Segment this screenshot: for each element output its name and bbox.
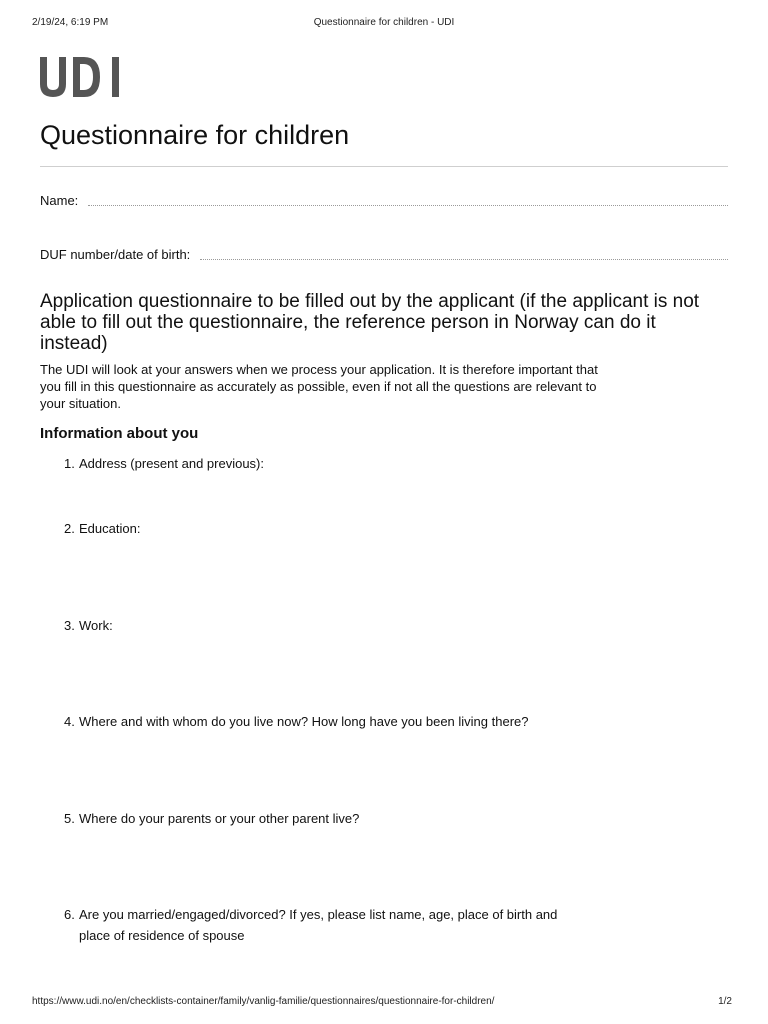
duf-field-row [40, 247, 728, 262]
question-number: 4. [64, 714, 75, 729]
question-text: Work: [79, 618, 113, 633]
question-marital-status [64, 904, 624, 946]
print-footer [32, 996, 736, 1010]
intro-paragraph: The UDI will look at your answers when we process your application. It is therefore important that you fill in this questionnaire as accurately as possible, even if not all the questions are relevant to your situation. [40, 362, 598, 411]
question-address [64, 453, 264, 474]
question-number: 2. [64, 521, 75, 536]
question-number: 1. [64, 456, 75, 471]
question-education [64, 518, 140, 539]
question-living-situation [64, 711, 528, 732]
name-field-label: Name: [40, 193, 79, 208]
question-number: 3. [64, 618, 75, 633]
question-text: Where and with whom do you live now? How long have you been living there? [79, 714, 529, 729]
question-text: Where do your parents or your other parent live? [79, 811, 360, 826]
information-about-you-heading: Information about you [40, 425, 199, 442]
title-divider [40, 166, 728, 167]
question-text: Education: [79, 521, 141, 536]
udi-logo-mark [40, 57, 122, 97]
duf-field-label: DUF number/date of birth: [40, 247, 191, 262]
print-header [32, 17, 736, 31]
print-page-number: 1/2 [718, 996, 732, 1007]
question-work [64, 615, 113, 636]
question-parents-location [64, 808, 359, 829]
question-text-continued: place of residence of spouse [79, 928, 245, 943]
question-text: Address (present and previous): [79, 456, 264, 471]
section-heading: Application questionnaire to be filled out by the applicant (if the applicant is not able to fill out the questionnaire, the reference person in Norway can do it instead) [40, 291, 700, 354]
print-datetime: 2/19/24, 6:19 PM [32, 17, 109, 28]
page-title: Questionnaire for children [40, 120, 350, 150]
name-field-row [40, 193, 728, 208]
question-number: 6. [64, 907, 75, 922]
question-text: Are you married/engaged/divorced? If yes, please list name, age, place of birth and [79, 907, 558, 922]
print-page-title: Questionnaire for children - UDI [313, 17, 455, 28]
print-url: https://www.udi.no/en/checklists-container/family/vanlig-familie/questionnaires/questionnaire-for-children/ [32, 996, 495, 1007]
name-field-line[interactable] [88, 195, 728, 206]
question-number: 5. [64, 811, 75, 826]
udi-logo[interactable] [40, 57, 130, 97]
duf-field-line[interactable] [200, 249, 728, 260]
